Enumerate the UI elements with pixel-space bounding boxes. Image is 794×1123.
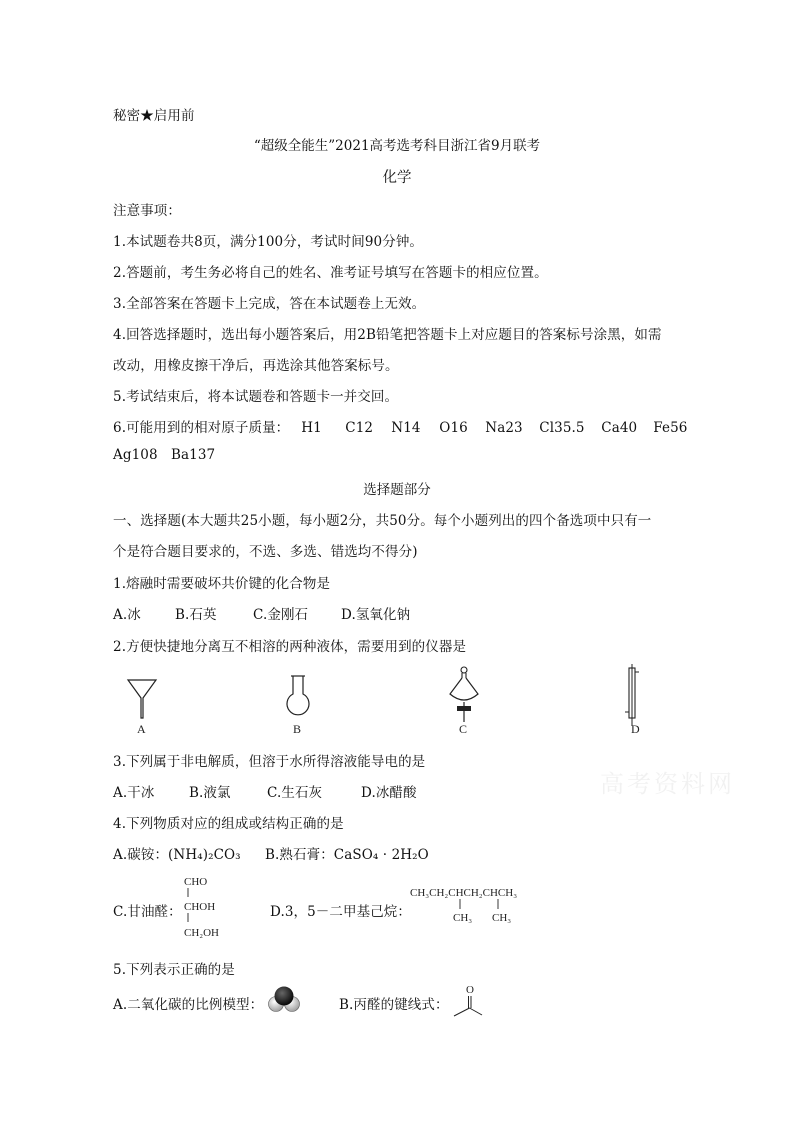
q1-option-c: C.金刚石	[253, 607, 309, 623]
glyceraldehyde-structure	[180, 874, 240, 940]
apparatus-label-d: D	[631, 722, 640, 736]
section-intro-b: 个是符合题目要求的，不选、多选、错选均不得分)	[113, 544, 418, 560]
q3-options	[113, 781, 417, 801]
subject-title: 化学	[382, 170, 412, 186]
mass-o: O16	[439, 420, 468, 436]
section-intro-a: 一、选择题(本大题共25小题，每小题2分，共50分。每个小题列出的四个备选项中只有一	[113, 513, 652, 529]
q3-option-d: D.冰醋酸	[361, 785, 417, 801]
q3-stem: 3.下列属于非电解质，但溶于水所得溶液能导电的是	[113, 754, 426, 770]
propanal-oxygen: O	[466, 984, 474, 996]
mass-label: 6.可能用到的相对原子质量：	[113, 420, 290, 436]
note-5: 5.考试结束后，将本试题卷和答题卡一并交回。	[113, 389, 399, 405]
q1-option-b: B.石英	[175, 607, 217, 623]
q3-option-b: B.液氯	[189, 785, 231, 801]
dimethylhexane-structure	[408, 884, 538, 930]
propanal-skeletal-formula	[450, 982, 490, 1018]
note-1: 1.本试题卷共8页，满分100分，考试时间90分钟。	[113, 234, 424, 250]
apparatus-label-b: B	[293, 722, 302, 736]
q3-option-c: C.生石灰	[267, 785, 323, 801]
q4-option-c: C.甘油醛：	[113, 904, 182, 920]
q5-option-b: B.丙醛的键线式：	[339, 997, 449, 1013]
exam-title: “超级全能生”2021高考选考科目浙江省9月联考	[253, 138, 541, 154]
secret-label: 秘密★启用前	[113, 108, 195, 124]
notes-heading: 注意事项：	[113, 203, 181, 219]
q1-stem: 1.熔融时需要破坏共价键的化合物是	[113, 576, 331, 592]
glyc-cho: CHO	[184, 876, 208, 888]
mass-fe: Fe56	[653, 420, 688, 436]
glyc-choh: CHOH	[184, 901, 216, 913]
hexane-methyl-1: CH₃	[453, 912, 473, 924]
section-title: 选择题部分	[363, 482, 431, 498]
q4-options-ab	[113, 843, 429, 863]
mass-ba: Ba137	[171, 447, 216, 463]
note-2: 2.答题前，考生务必将自己的姓名、准考证号填写在答题卡的相应位置。	[113, 265, 548, 281]
q5-stem: 5.下列表示正确的是	[113, 962, 235, 978]
apparatus-label-a: A	[137, 722, 146, 736]
mass-cl: Cl35.5	[539, 420, 585, 436]
q1-option-d: D.氢氧化钠	[341, 607, 411, 623]
q5-option-a: A.二氧化碳的比例模型：	[113, 997, 264, 1013]
mass-ag: Ag108	[113, 447, 158, 463]
mass-na: Na23	[485, 420, 523, 436]
hexane-main-chain: CH₃CH₂CHCH₂CHCH₃	[410, 887, 518, 899]
mass-ca: Ca40	[601, 420, 638, 436]
co2-space-filling-model	[268, 984, 300, 1014]
mass-h: H1	[301, 420, 322, 436]
q4-option-d: D.3，5－二甲基己烷：	[270, 904, 412, 920]
q4-stem: 4.下列物质对应的组成或结构正确的是	[113, 816, 344, 832]
note-4a: 4.回答选择题时，选出每小题答案后，用2B铅笔把答题卡上对应题目的答案标号涂黑，如需	[113, 327, 662, 343]
apparatus-label-c: C	[459, 722, 468, 736]
mass-c: C12	[345, 420, 374, 436]
q2-stem: 2.方便快捷地分离互不相溶的两种液体，需要用到的仪器是	[113, 639, 467, 655]
note-4b: 改动，用橡皮擦干净后，再选涂其他答案标号。	[113, 358, 399, 374]
mass-n: N14	[391, 420, 421, 436]
glyc-ch2oh: CH₂OH	[184, 927, 220, 939]
q4-option-a: A.碳铵：(NH₄)₂CO₃	[113, 847, 241, 863]
note-3: 3.全部答案在答题卡上完成，答在本试题卷上无效。	[113, 296, 426, 312]
q4-option-b: B.熟石膏：CaSO₄ · 2H₂O	[265, 847, 429, 863]
q3-option-a: A.干冰	[113, 785, 155, 801]
q1-option-a: A.冰	[113, 607, 141, 623]
watermark: 高考资料网	[600, 770, 735, 798]
hexane-methyl-2: CH₃	[492, 912, 512, 924]
